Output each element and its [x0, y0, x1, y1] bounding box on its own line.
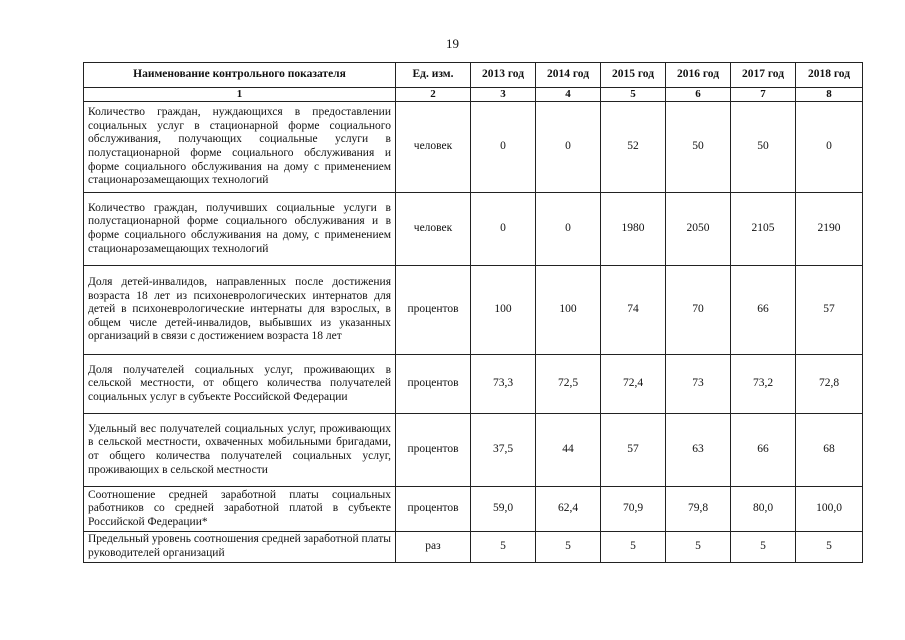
value-cell: 68: [796, 413, 863, 486]
value-cell: 63: [666, 413, 731, 486]
value-cell: 73: [666, 354, 731, 413]
indicator-unit: процентов: [396, 413, 471, 486]
column-number: 5: [601, 88, 666, 102]
header-indicator-name: Наименование контрольного показателя: [84, 63, 396, 88]
table-row: [84, 354, 863, 413]
value-cell: 100,0: [796, 486, 863, 531]
header-year: 2018 год: [796, 63, 863, 88]
table-row: [84, 413, 863, 486]
value-cell: 5: [731, 531, 796, 562]
column-number: 7: [731, 88, 796, 102]
value-cell: 72,5: [536, 354, 601, 413]
value-cell: 59,0: [471, 486, 536, 531]
value-cell: 72,8: [796, 354, 863, 413]
indicator-name: Предельный уровень соотношения средней заработной платы руководителей организаций: [84, 531, 396, 562]
indicators-table: [83, 62, 863, 563]
indicator-name: Доля детей-инвалидов, направленных после достижения возраста 18 лет из психоневрологических интернатов для детей в психоневрологические интернаты для взрослых, в общем числе детей-инвалидов, выбывших из указанных организаций в связи с достижением возраста 18 лет: [84, 265, 396, 354]
value-cell: 62,4: [536, 486, 601, 531]
indicator-unit: раз: [396, 531, 471, 562]
value-cell: 79,8: [666, 486, 731, 531]
value-cell: 100: [471, 265, 536, 354]
header-year: 2014 год: [536, 63, 601, 88]
column-number-row: [84, 88, 863, 102]
value-cell: 70: [666, 265, 731, 354]
value-cell: 44: [536, 413, 601, 486]
table-row: [84, 101, 863, 192]
indicator-name: Соотношение средней заработной платы социальных работников со средней заработной платой в субъекте Российской Федерации*: [84, 486, 396, 531]
value-cell: 0: [796, 101, 863, 192]
value-cell: 70,9: [601, 486, 666, 531]
column-number: 1: [84, 88, 396, 102]
header-unit: Ед. изм.: [396, 63, 471, 88]
indicator-unit: процентов: [396, 265, 471, 354]
indicator-name: Удельный вес получателей социальных услуг, проживающих в сельской местности, охваченных мобильными бригадами, от общего количества получателей социальных услуг, проживающих в сельской местности: [84, 413, 396, 486]
value-cell: 66: [731, 265, 796, 354]
value-cell: 0: [536, 101, 601, 192]
value-cell: 50: [666, 101, 731, 192]
header-row: [84, 63, 863, 88]
value-cell: 37,5: [471, 413, 536, 486]
value-cell: 66: [731, 413, 796, 486]
header-year: 2013 год: [471, 63, 536, 88]
column-number: 8: [796, 88, 863, 102]
value-cell: 57: [796, 265, 863, 354]
column-number: 6: [666, 88, 731, 102]
indicator-name: Количество граждан, нуждающихся в предоставлении социальных услуг в стационарной форме социального обслуживания, получающих социальные услуги в полустационарной форме социального обслуживания и форме социального обслуживания на дому с применением стационарозамещающих технологий: [84, 101, 396, 192]
value-cell: 72,4: [601, 354, 666, 413]
value-cell: 0: [536, 192, 601, 265]
value-cell: 5: [796, 531, 863, 562]
value-cell: 50: [731, 101, 796, 192]
column-number: 2: [396, 88, 471, 102]
value-cell: 73,3: [471, 354, 536, 413]
page-number: 19: [446, 36, 459, 51]
value-cell: 0: [471, 101, 536, 192]
indicator-unit: процентов: [396, 486, 471, 531]
indicator-unit: человек: [396, 101, 471, 192]
table-row: [84, 531, 863, 562]
value-cell: 5: [471, 531, 536, 562]
value-cell: 5: [536, 531, 601, 562]
table-row: [84, 486, 863, 531]
value-cell: 2050: [666, 192, 731, 265]
value-cell: 2105: [731, 192, 796, 265]
value-cell: 80,0: [731, 486, 796, 531]
header-year: 2015 год: [601, 63, 666, 88]
indicator-name: Доля получателей социальных услуг, проживающих в сельской местности, от общего количества получателей социальных услуг в субъекте Российской Федерации: [84, 354, 396, 413]
column-number: 4: [536, 88, 601, 102]
table-row: [84, 265, 863, 354]
header-year: 2016 год: [666, 63, 731, 88]
value-cell: 57: [601, 413, 666, 486]
value-cell: 0: [471, 192, 536, 265]
value-cell: 1980: [601, 192, 666, 265]
indicator-name: Количество граждан, получивших социальные услуги в полустационарной форме социального обслуживания и в форме социального обслуживания на дому, с применением стационарозамещающих технологий: [84, 192, 396, 265]
value-cell: 52: [601, 101, 666, 192]
value-cell: 74: [601, 265, 666, 354]
table-row: [84, 192, 863, 265]
value-cell: 73,2: [731, 354, 796, 413]
value-cell: 2190: [796, 192, 863, 265]
indicator-unit: процентов: [396, 354, 471, 413]
value-cell: 5: [666, 531, 731, 562]
value-cell: 100: [536, 265, 601, 354]
column-number: 3: [471, 88, 536, 102]
value-cell: 5: [601, 531, 666, 562]
indicator-unit: человек: [396, 192, 471, 265]
header-year: 2017 год: [731, 63, 796, 88]
